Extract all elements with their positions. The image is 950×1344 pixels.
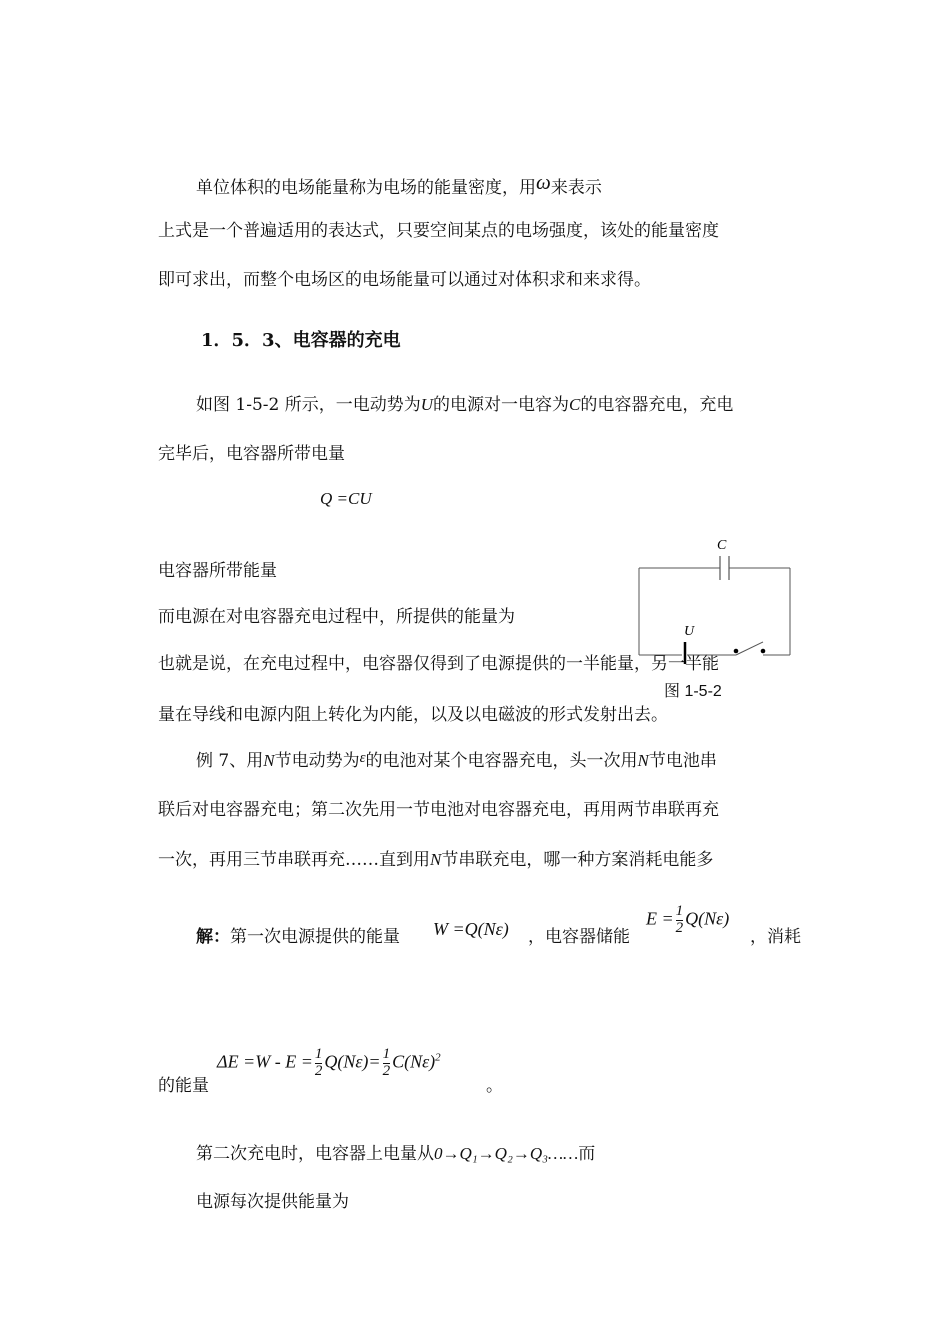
paragraph-capacitor-energy: 电容器所带能量: [158, 561, 277, 581]
solution-bold: 解：: [196, 927, 230, 947]
denominator: 2: [382, 1062, 391, 1079]
text: E =: [646, 908, 674, 929]
paragraph-each-supply: 电源每次提供能量为: [196, 1192, 349, 1212]
paragraph-general-expression: 上式是一个普遍适用的表达式，只要空间某点的电场强度，该处的能量密度: [158, 221, 719, 241]
equation-loss: [217, 1047, 441, 1080]
charge-sequence: 0→Q₁→Q₂→Q₃……: [434, 1144, 579, 1163]
denominator: 2: [314, 1062, 323, 1079]
text: C(Nε): [392, 1051, 436, 1072]
numerator: 1: [314, 1046, 323, 1062]
loss-label: 的能量: [158, 1076, 209, 1096]
paragraph-second-charge: [196, 1145, 595, 1163]
text: Q(Nε): [685, 908, 730, 929]
example-7-line-3: [158, 851, 713, 869]
text: 第一次电源提供的能量: [230, 927, 400, 947]
circuit-figure: [630, 530, 805, 705]
fraction-half: [676, 904, 684, 937]
text: 而: [578, 1144, 596, 1164]
numerator: 1: [382, 1046, 391, 1062]
paragraph-charge: 完毕后，电容器所带电量: [158, 444, 345, 464]
text: Q(Nε)=: [324, 1051, 381, 1072]
text: 来表示: [550, 178, 602, 198]
text: 例 7、用: [196, 751, 264, 771]
text: 的电池对某个电容器充电，头一次用: [365, 751, 638, 771]
text: 节电池串: [648, 751, 717, 771]
fraction-half: [315, 1047, 323, 1080]
text: 节串联充电，哪一种方案消耗电能多: [441, 850, 714, 870]
text: ΔE =W - E =: [217, 1051, 313, 1072]
section-heading: 1．5．3、电容器的充电: [201, 330, 401, 351]
switch-lever: [736, 642, 763, 655]
paragraph-volume-sum: 即可求出，而整个电场区的电场能量可以通过对体积求和来求得。: [158, 270, 651, 290]
figure-caption: 图 1-5-2: [664, 683, 722, 700]
loss-period: 。: [486, 1076, 503, 1096]
example-7-line-1: [196, 752, 717, 770]
paragraph-energy-density: [196, 170, 602, 198]
solution-label: [196, 929, 400, 946]
label-C: C: [717, 538, 727, 553]
equation-W: W =Q(Nε): [433, 919, 509, 939]
text: 第二次充电时，电容器上电量从: [196, 1144, 434, 1164]
symbol-epsilon: ε: [359, 750, 366, 766]
text: 如图 1-5-2 所示，一电动势为: [196, 395, 421, 415]
equation-E: [646, 904, 729, 937]
symbol-C: C: [569, 395, 581, 414]
solution-text-storage: ，电容器储能: [528, 927, 630, 947]
symbol-N: N: [637, 751, 649, 770]
paragraph-figure-ref: [196, 396, 733, 414]
denominator: 2: [675, 919, 684, 936]
equation-Q-CU: Q =CU: [320, 489, 372, 508]
text: 的电源对一电容为: [433, 395, 570, 415]
paragraph-half-energy: 也就是说，在充电过程中，电容器仅得到了电源提供的一半能量，另一半能: [158, 654, 719, 674]
text: 一次，再用三节串联再充……直到用: [158, 850, 430, 870]
example-7-line-2: 联后对电容器充电；第二次先用一节电池对电容器充电，再用两节串联再充: [158, 800, 719, 820]
text: 的电容器充电，充电: [580, 395, 734, 415]
omega-symbol: ω: [536, 170, 551, 194]
exponent: 2: [435, 1051, 441, 1064]
symbol-U: U: [420, 395, 434, 414]
text: 节电动势为: [274, 751, 360, 771]
text: 单位体积的电场能量称为电场的能量密度，用: [196, 178, 536, 198]
switch-contact-left: [734, 649, 739, 654]
paragraph-heat-radiation: 量在导线和电源内阻上转化为内能，以及以电磁波的形式发射出去。: [158, 705, 668, 725]
label-U: U: [684, 624, 695, 639]
symbol-N: N: [263, 751, 275, 770]
symbol-N: N: [430, 850, 442, 869]
solution-text-consume: ，消耗: [750, 927, 801, 947]
paragraph-source-energy: 而电源在对电容器充电过程中，所提供的能量为: [158, 607, 515, 627]
fraction-half: [383, 1047, 391, 1080]
numerator: 1: [675, 903, 684, 919]
switch-contact-right: [761, 649, 766, 654]
